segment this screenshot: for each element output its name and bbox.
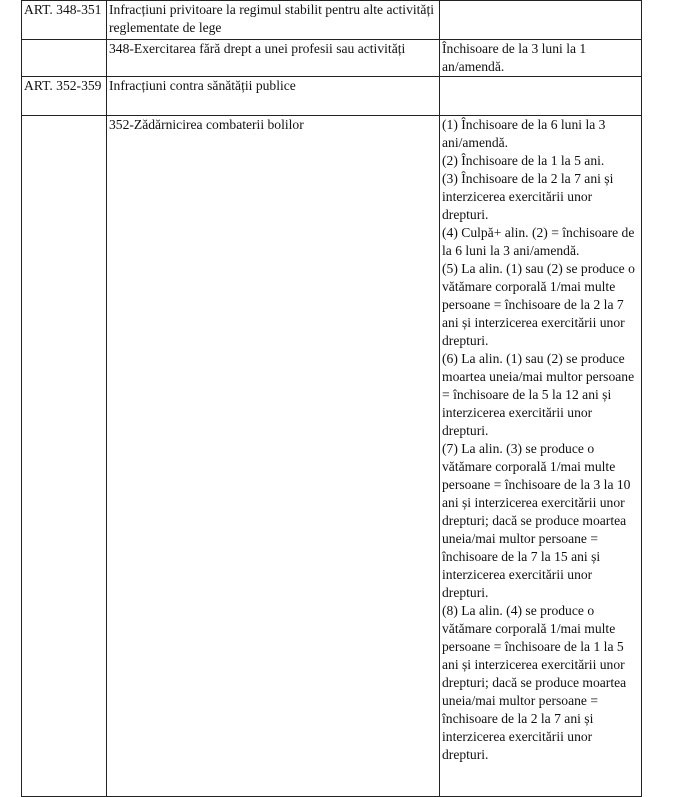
penalty-paragraph-1: (1) Închisoare de la 6 luni la 3 ani/amendă.	[442, 117, 606, 150]
article-cell: ART. 352-359	[22, 77, 107, 116]
offense-cell: Infracțiuni contra sănătății publice	[107, 77, 440, 116]
penalty-paragraph-6: (6) La alin. (1) sau (2) se produce moartea uneia/mai multor persoane = închisoare de la 5 la 12 ani și interzicerea exercitării unor drepturi.	[442, 351, 635, 438]
penalty-paragraph-2: (2) Închisoare de la 1 la 5 ani.	[442, 153, 605, 168]
table-row	[22, 1, 642, 40]
table-row	[22, 77, 642, 116]
table-row	[22, 116, 642, 797]
penalties-table	[21, 0, 642, 797]
offense-cell: 348-Exercitarea fără drept a unei profesii sau activități	[107, 40, 440, 77]
penalty-cell	[440, 1, 642, 40]
penalty-paragraph-4: (4) Culpă+ alin. (2) = închisoare de la 6 luni la 3 ani/amendă.	[442, 225, 635, 258]
penalty-cell	[440, 116, 642, 797]
penalty-cell	[440, 40, 642, 77]
penalty-line: Închisoare de la 3 luni la 1 an/amendă.	[442, 41, 587, 74]
penalty-paragraph-3: (3) Închisoare de la 2 la 7 ani și interzicerea exercitării unor drepturi.	[442, 171, 614, 222]
article-cell	[22, 116, 107, 797]
article-cell	[22, 40, 107, 77]
table-row	[22, 40, 642, 77]
penalty-cell	[440, 77, 642, 116]
penalty-paragraph-7: (7) La alin. (3) se produce o vătămare corporală 1/mai multe persoane = închisoare de la 3 la 10 ani și interzicerea exercitării unor drepturi; dacă se produce moartea uneia/mai multor persoane = închisoare de la 7 la 15 ani și interzicerea exercitării unor drepturi.	[442, 441, 631, 600]
penalty-paragraph-8: (8) La alin. (4) se produce o vătămare corporală 1/mai multe persoane = închisoare de la 1 la 5 ani și interzicerea exercitării unor drepturi; dacă se produce moartea uneia/mai multor persoane = închisoare de la 2 la 7 ani și interzicerea exercitării unor drepturi.	[442, 603, 627, 762]
penalty-paragraph-5: (5) La alin. (1) sau (2) se produce o vătămare corporală 1/mai multe persoane = închisoare de la 2 la 7 ani și interzicerea exercitării unor drepturi.	[442, 261, 635, 348]
article-cell: ART. 348-351	[22, 1, 107, 40]
offense-cell: Infracțiuni privitoare la regimul stabilit pentru alte activități reglementate de lege	[107, 1, 440, 40]
offense-cell: 352-Zădărnicirea combaterii bolilor	[107, 116, 440, 797]
